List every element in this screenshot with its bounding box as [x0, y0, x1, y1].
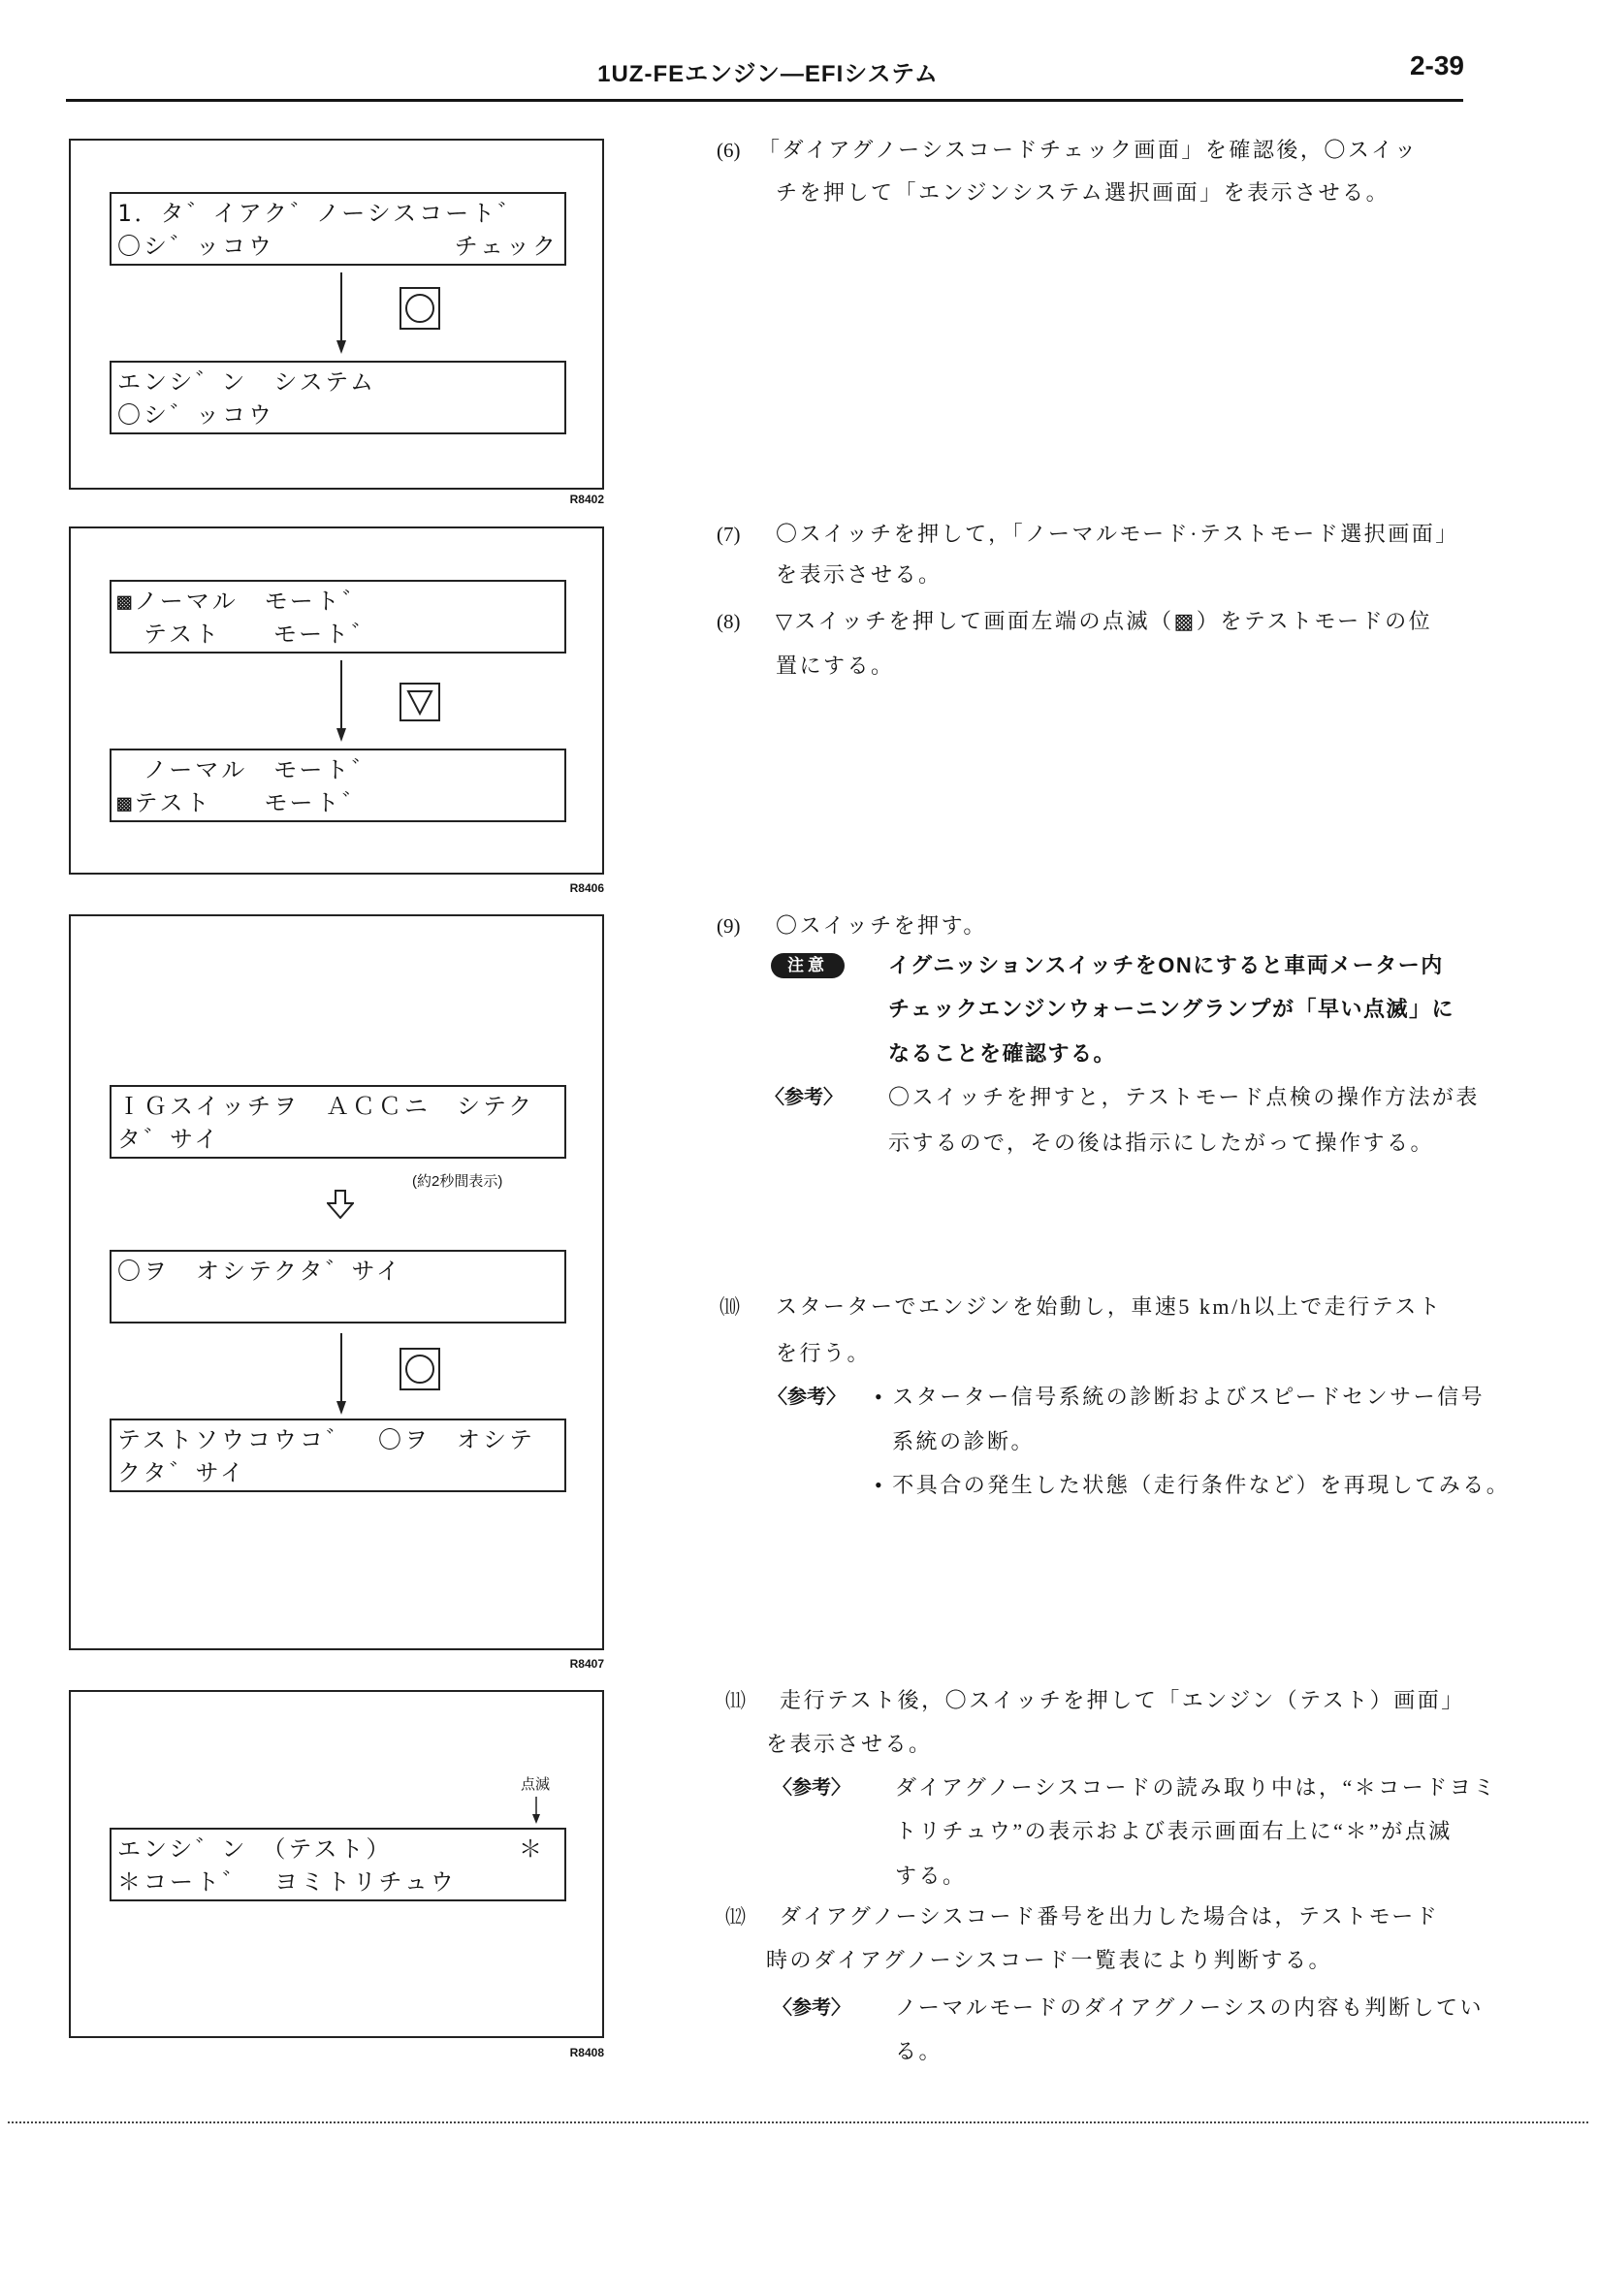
step-number: ⑽ — [719, 1295, 740, 1319]
step-text: ▽スイッチを押して画面左端の点滅（▩）をテストモードの位 — [776, 609, 1433, 633]
lcd-screen-test-selected — [110, 749, 566, 822]
step-text: 時のダイアグノーシスコード一覧表により判断する。 — [766, 1948, 1333, 1972]
lcd-line — [117, 1123, 559, 1156]
duration-note: (約2秒間表示) — [412, 1173, 503, 1190]
page-number: 2-39 — [1409, 50, 1464, 80]
figure-code: R8406 — [569, 881, 604, 895]
reference-text: 系統の診断。 — [892, 1429, 1036, 1453]
down-triangle-button-icon — [400, 683, 440, 721]
procedure-column — [708, 0, 1571, 2296]
step-number: (7) — [717, 523, 741, 546]
reference-bullet: • スターター信号系統の診断およびスピードセンサー信号 — [875, 1385, 1486, 1409]
lcd-screen-test-drive — [110, 1419, 566, 1492]
step-text: 走行テスト後，〇スイッチを押して「エンジン（テスト）画面」 — [780, 1688, 1465, 1712]
lcd-line — [117, 1090, 559, 1123]
caution-badge: 注意 — [771, 953, 845, 978]
circle-button-icon — [400, 1348, 440, 1390]
lcd-text: クタ゛サイ — [117, 1459, 246, 1486]
step-text: 〇スイッチを押す。 — [776, 913, 987, 938]
blink-pointer-arrow-icon — [530, 1797, 542, 1824]
reference-label: 〈参考〉 — [773, 1777, 850, 1799]
lcd-text-right: チェック — [454, 233, 559, 260]
step-text: 置にする。 — [776, 654, 895, 678]
reference-text: ノーマルモードのダイアグノーシスの内容も判断してい — [895, 1995, 1485, 2020]
lcd-screen-diag-code — [110, 192, 566, 266]
lcd-screen-engine-test — [110, 1828, 566, 1901]
figure-r8408 — [69, 1690, 604, 2038]
lcd-screen-engine-system — [110, 361, 566, 434]
lcd-line — [117, 1255, 559, 1288]
step-number: (6) — [717, 139, 741, 162]
reference-text: する。 — [895, 1864, 967, 1888]
lcd-line — [117, 1456, 559, 1489]
step-number: (8) — [717, 610, 741, 633]
down-arrow-icon — [332, 272, 351, 354]
lcd-screen-normal-selected — [110, 580, 566, 654]
lcd-screen-ig-acc — [110, 1085, 566, 1159]
reference-label: 〈参考〉 — [768, 1387, 846, 1408]
step-text: を表示させる。 — [776, 562, 943, 587]
lcd-text: ▩ノーマル モート゛ — [117, 588, 368, 615]
blink-label: 点滅 — [521, 1776, 551, 1793]
step-text: ダイアグノーシスコード番号を出力した場合は，テストモード — [780, 1904, 1440, 1929]
lcd-text: ▩テスト モート゛ — [117, 789, 368, 816]
circle-button-icon — [400, 287, 440, 330]
reference-label: 〈参考〉 — [765, 1087, 843, 1108]
lcd-text: テストソウコウコ゛ 〇ヲ オシテ — [117, 1426, 536, 1453]
reference-bullet: • 不具合の発生した状態（走行条件など）を再現してみる。 — [875, 1473, 1511, 1497]
step-number: ⑿ — [725, 1905, 746, 1929]
down-arrow-icon — [332, 660, 351, 742]
lcd-text: テスト モート゛ — [117, 621, 378, 648]
hollow-down-arrow-icon — [327, 1190, 354, 1219]
reference-text: 示するので，その後は指示にしたがって操作する。 — [888, 1131, 1435, 1155]
lcd-line — [117, 366, 559, 399]
figure-r8402 — [69, 139, 604, 490]
reference-text: る。 — [895, 2039, 943, 2063]
page-title: 1UZ-FEエンジン―EFIシステム — [597, 61, 939, 87]
lcd-line — [117, 399, 559, 431]
lcd-text: タ゛サイ — [117, 1126, 221, 1153]
step-text: を表示させる。 — [766, 1732, 933, 1756]
reference-text: 〇スイッチを押すと，テストモード点検の操作方法が表 — [888, 1085, 1480, 1109]
step-text: スターターでエンジンを始動し，車速5 km/h以上で走行テスト — [776, 1294, 1443, 1319]
step-number: (9) — [717, 914, 741, 938]
page-bottom-dotted-rule — [8, 2121, 1588, 2123]
lcd-text: 〇シ゛ッコウ — [117, 401, 274, 429]
lcd-screen-press-button — [110, 1250, 566, 1323]
lcd-line — [117, 753, 559, 786]
lcd-line — [117, 1423, 559, 1456]
lcd-line — [117, 197, 559, 230]
figure-code: R8402 — [569, 493, 604, 506]
down-arrow-icon — [332, 1333, 351, 1415]
blinking-asterisk: ＊ — [519, 1835, 545, 1863]
lcd-line — [117, 230, 559, 263]
reference-text: ダイアグノーシスコードの読み取り中は，“＊コードヨミ — [895, 1775, 1497, 1800]
caution-text: なることを確認する。 — [888, 1041, 1117, 1066]
step-text: チを押して「エンジンシステム選択画面」を表示させる。 — [776, 180, 1390, 205]
lcd-line — [117, 1833, 559, 1866]
lcd-line — [117, 585, 559, 618]
lcd-text: 〇シ゛ッコウ — [117, 233, 274, 260]
figure-code: R8407 — [569, 1657, 604, 1671]
lcd-text: ノーマル モート゛ — [117, 756, 378, 783]
figure-code: R8408 — [569, 2046, 604, 2059]
step-text: を行う。 — [776, 1341, 872, 1365]
figure-r8407 — [69, 914, 604, 1650]
figure-r8406 — [69, 526, 604, 875]
step-number: ⑾ — [725, 1689, 746, 1712]
reference-text: トリチュウ”の表示および表示画面右上に“＊”が点滅 — [895, 1819, 1453, 1843]
lcd-line — [117, 786, 559, 819]
lcd-text: エンシ゛ン システム — [117, 368, 376, 396]
lcd-line — [117, 618, 559, 651]
caution-text: チェックエンジンウォーニングランプが「早い点滅」に — [888, 997, 1454, 1021]
lcd-text: エンシ゛ン （テスト） — [117, 1835, 393, 1863]
lcd-text: 〇ヲ オシテクタ゛サイ — [117, 1258, 402, 1285]
step-text: 「ダイアグノーシスコードチェック画面」を確認後，〇スイッ — [758, 138, 1419, 162]
lcd-text: ＊コート゛ ヨミトリチュウ — [117, 1868, 457, 1896]
lcd-text: ＩＧスイッチヲ ＡＣＣニ シテク — [117, 1093, 535, 1120]
lcd-text: 1．タ゛イアク゛ノーシスコート゛ — [117, 200, 525, 227]
reference-label: 〈参考〉 — [773, 1997, 850, 2019]
caution-text: イグニッションスイッチをONにすると車両メーター内 — [888, 953, 1444, 977]
step-text: 〇スイッチを押して，「ノーマルモード·テストモード選択画面」 — [776, 522, 1459, 546]
lcd-line — [117, 1866, 559, 1898]
